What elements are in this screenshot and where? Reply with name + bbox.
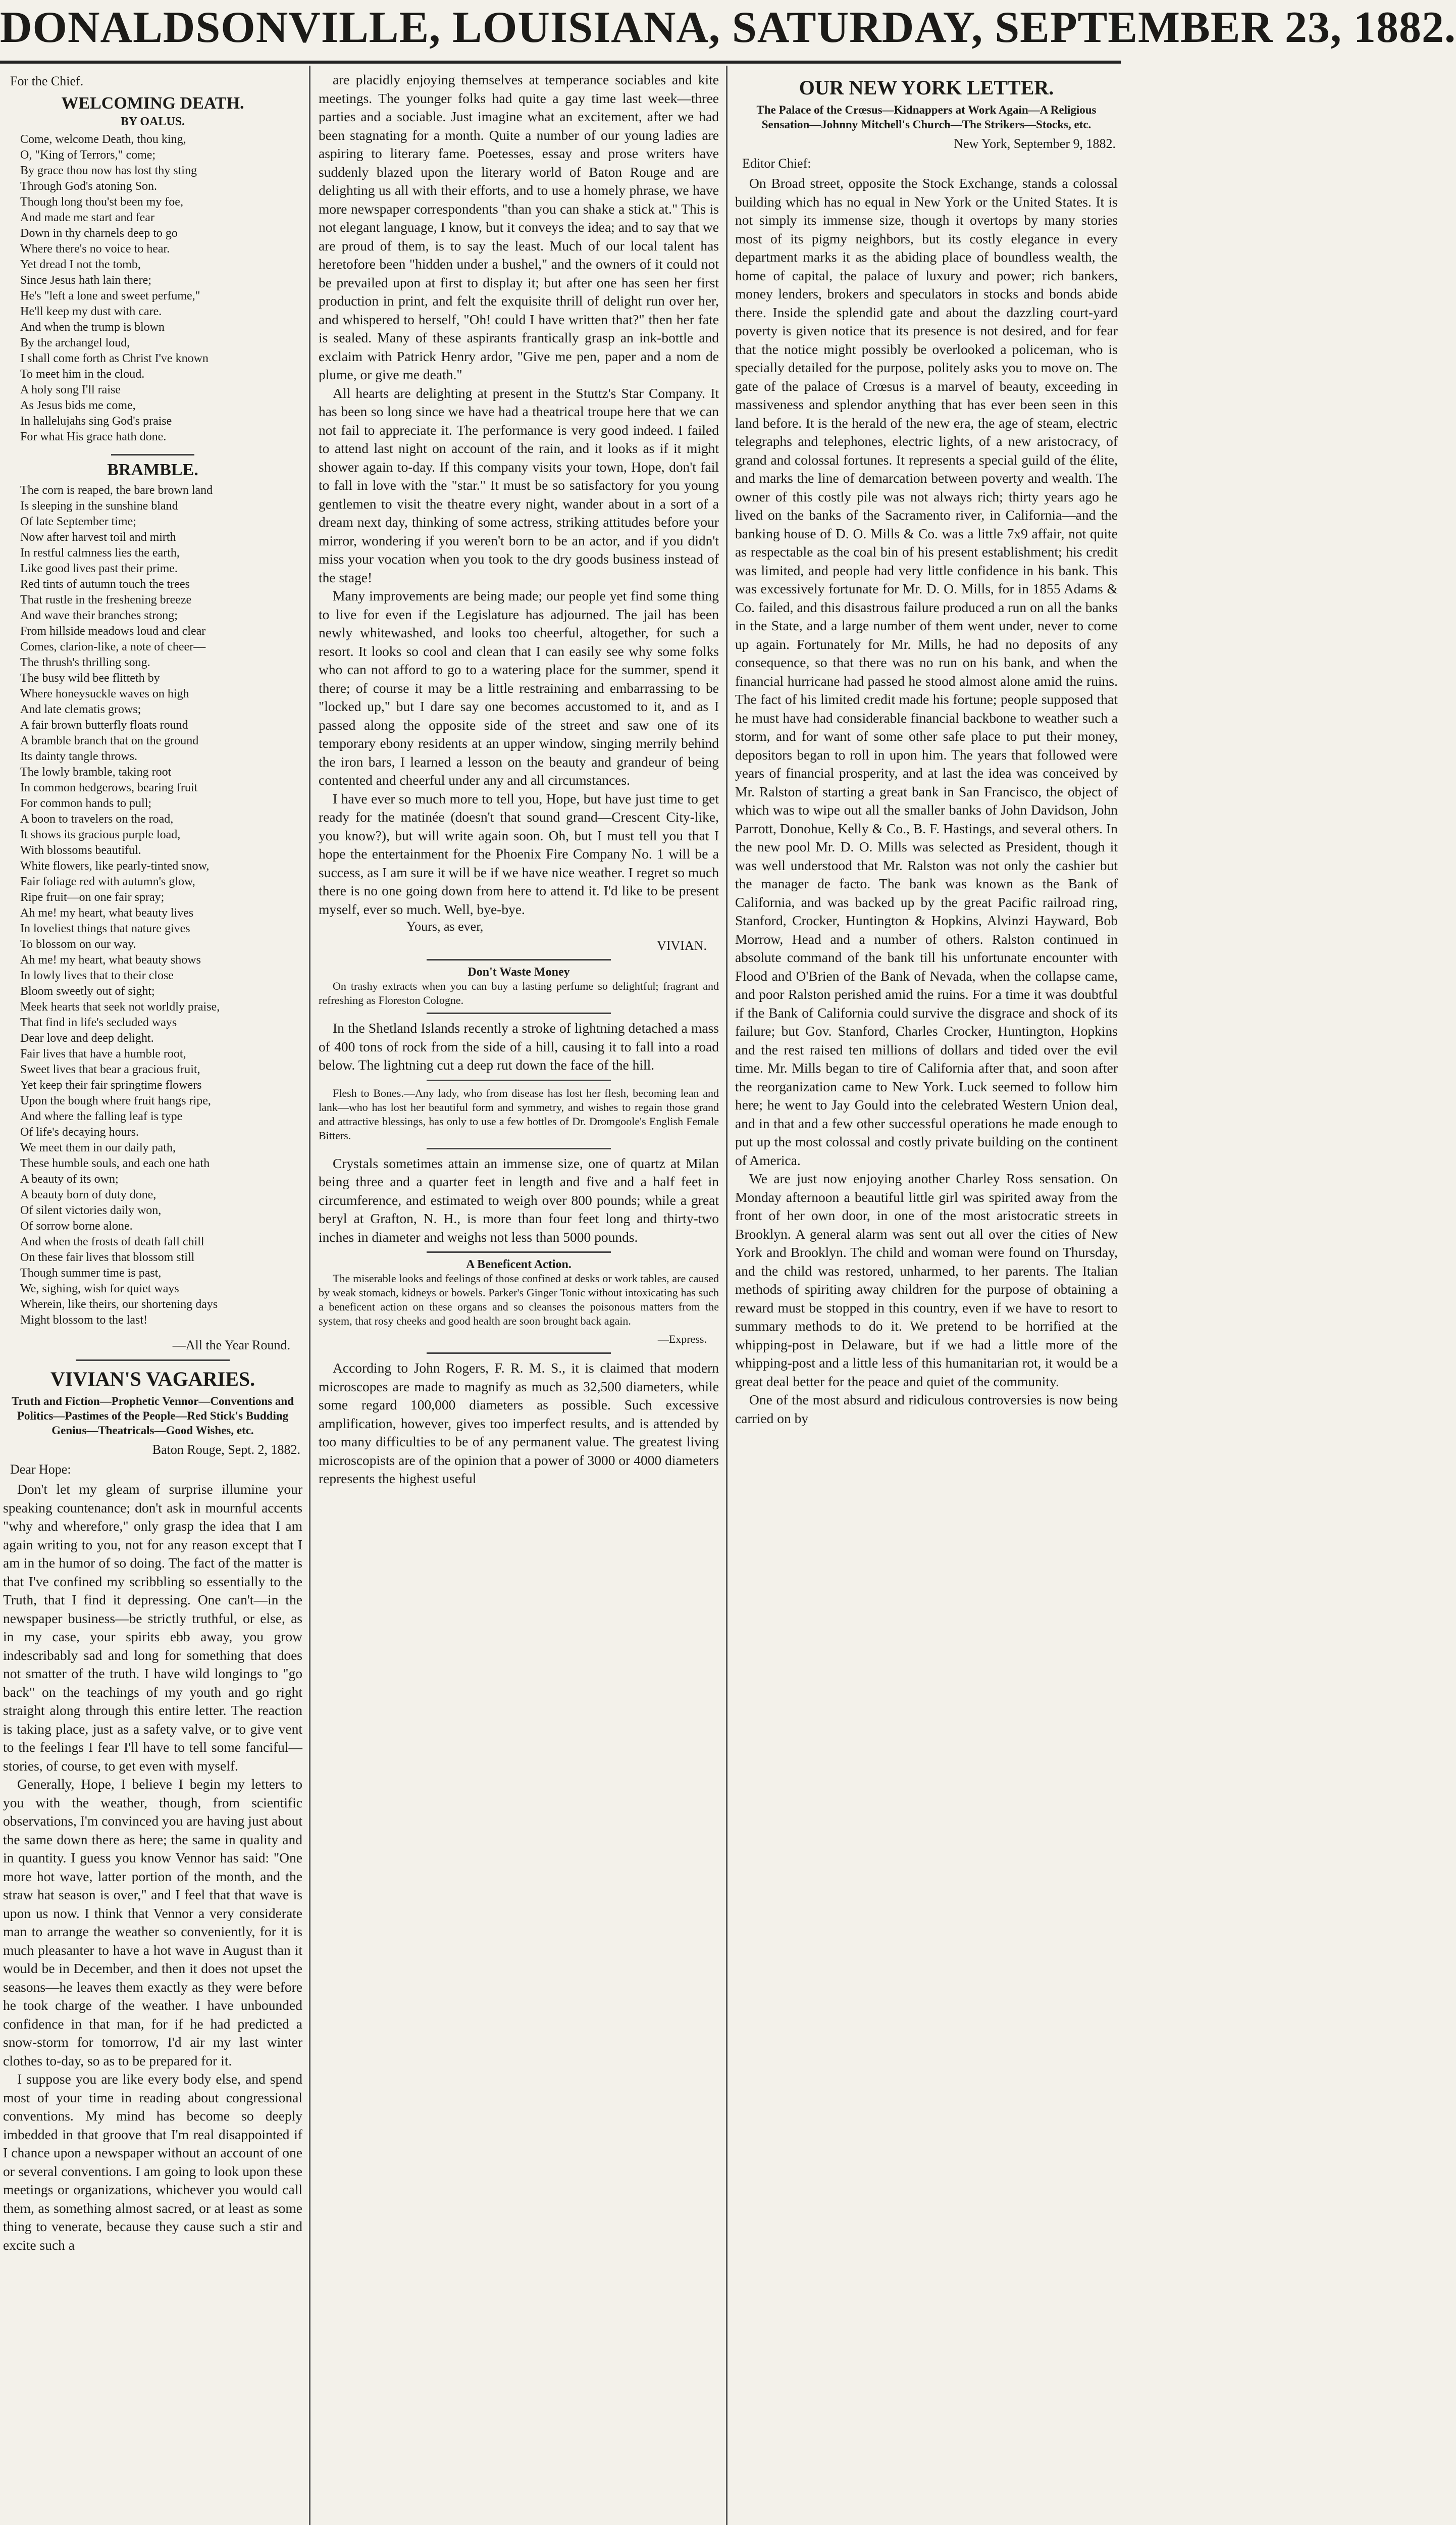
- poem-line: As Jesus bids me come,: [20, 399, 136, 412]
- column-2: [316, 71, 722, 2525]
- news-item: In the Shetland Islands recently a stroke of lightning detached a mass of 400 tons of rock from the side of a hill, causing it to fall into a road below. The lightning cut a deep rut down the face of the hill.: [319, 1020, 719, 1073]
- divider: [427, 1013, 611, 1014]
- poem-line: In restful calmness lies the earth,: [20, 546, 180, 560]
- poem-line: And wave their branches strong;: [20, 609, 178, 622]
- poem-line: Like good lives past their prime.: [20, 562, 178, 575]
- ad-text: Flesh to Bones.—Any lady, who from disease has lost her flesh, becoming lean and lank—who has lost her beautiful form and symmetry, and wishes to regain those grand and attractive blessings, has only to use a few bottles of Dr. Dromgoole's English Female Bitters.: [319, 1086, 719, 1142]
- poem-line: Its dainty tangle throws.: [20, 750, 137, 763]
- poem-line: These humble souls, and each one hath: [20, 1157, 210, 1170]
- poem-line: Down in thy charnels deep to go: [20, 227, 178, 240]
- poem-line: Wherein, like theirs, our shortening days: [20, 1298, 218, 1311]
- poem-line: And when the frosts of death fall chill: [20, 1235, 204, 1248]
- poem-line: A beauty of its own;: [20, 1173, 119, 1186]
- poem-line: O, "King of Terrors," come;: [20, 148, 156, 162]
- article-title: VIVIAN'S VAGARIES.: [50, 1368, 255, 1390]
- poem-source: —All the Year Round.: [172, 1338, 290, 1352]
- column-rule: [309, 66, 310, 2525]
- poem-line: A fair brown butterfly floats round: [20, 719, 188, 732]
- poem-line: The thrush's thrilling song.: [20, 656, 150, 669]
- poem-title: WELCOMING DEATH.: [61, 94, 244, 113]
- column-rule: [726, 66, 727, 2525]
- poem-line: And when the trump is blown: [20, 321, 165, 334]
- poem-line: Red tints of autumn touch the trees: [20, 578, 190, 591]
- poem-line: Yet dread I not the tomb,: [20, 258, 141, 271]
- poem-line: The corn is reaped, the bare brown land: [20, 484, 213, 497]
- poem-line: Comes, clarion-like, a note of cheer—: [20, 640, 206, 653]
- poem-line: Ah me! my heart, what beauty shows: [20, 953, 201, 967]
- poem-line: And made me start and fear: [20, 211, 154, 224]
- poem-title: BRAMBLE.: [107, 461, 198, 479]
- poem-line: To meet him in the cloud.: [20, 368, 145, 381]
- poem-line: Might blossom to the last!: [20, 1314, 147, 1327]
- poem-line: White flowers, like pearly-tinted snow,: [20, 860, 210, 873]
- ad-title: Don't Waste Money: [467, 966, 570, 979]
- ad-text: On trashy extracts when you can buy a lasting perfume so delightful; fragrant and refreshing as Floreston Cologne.: [319, 980, 719, 1006]
- article-title: OUR NEW YORK LETTER.: [799, 76, 1054, 99]
- poem-line: Now after harvest toil and mirth: [20, 531, 176, 544]
- poem-line: From hillside meadows loud and clear: [20, 625, 206, 638]
- poem-line: Upon the bough where fruit hangs ripe,: [20, 1094, 211, 1107]
- poem-line: We meet them in our daily path,: [20, 1141, 176, 1154]
- article-paragraph: All hearts are delighting at present in the Stuttz's Star Company. It has been so long since we have had a theatrical troupe here that we can not fail to appreciate it. The performance is very good indeed. I failed to attend last night on account of the rain, and it looks as if it might shower again to-day. If this company visits your town, Hope, don't fail to fall in love with the "star." It must be so satisfactory for you young gentlemen to visit the theatre every night, wander about in a sort of a dream next day, thinking of some actress, striking attitudes before your mirror, wondering if you weren't born to be an actor, and if you didn't miss your vocation when you took to the dry goods business instead of the stage!: [319, 385, 719, 585]
- ad-title: A Beneficent Action.: [466, 1258, 571, 1271]
- poem-line: In lowly lives that to their close: [20, 969, 174, 982]
- poem-line: Fair lives that have a humble root,: [20, 1047, 186, 1060]
- article-paragraph: are placidly enjoying themselves at temperance sociables and kite meetings. The younger folks had quite a gay time last week—three parties and a sociable. Just imagine what an excitement, after we had been stagnating for a month. Quite a number of our young ladies are aspiring to literary fame. Poetesses, essay and prose writers have suddenly blazed upon the literary world of Baton Rouge and are delighting us all with their efforts, and to use a homely phrase, we have more newspaper correspondents "than you can shake a stick at." This is not elegant language, I know, but it conveys the idea; and to say that we are proud of them, is to say the least. Much of our local talent has heretofore been "hidden under a bushel," and the owners of it could not be prevailed upon at first to display it; but after one has seen her first production in print, and felt the exquisite thrill of delight run over her, and whispered to herself, "Oh! could I have written that?" then her fate is sealed. Many of these aspirants frantically grasp an ink-bottle and exclaim with Patrick Henry ardor, "Give me pen, paper and a nom de plume, or give me death.": [319, 72, 719, 382]
- poem-verse: [20, 483, 305, 1328]
- poem-line: For what His grace hath done.: [20, 430, 167, 443]
- poem-line: We, sighing, wish for quiet ways: [20, 1282, 179, 1295]
- article-paragraph: One of the most absurd and ridiculous controversies is now being carried on by: [735, 1392, 1118, 1426]
- poem-line: By grace thou now has lost thy sting: [20, 164, 197, 177]
- news-item: Crystals sometimes attain an immense size, one of quartz at Milan being three and a quarter feet in length and five and a half feet in circumference, and estimated to weigh over 800 pounds; while a great beryl at Grafton, N. H., is more than four feet long and thirty-two inches in diameter and weighs not less than 5000 pounds.: [319, 1155, 719, 1245]
- ad-source: —Express.: [657, 1333, 707, 1345]
- divider: [427, 1352, 611, 1354]
- ad-text: The miserable looks and feelings of those confined at desks or work tables, are caused by weak stomach, kidneys or bowels. Parker's Ginger Tonic without intoxicating has such a beneficent action on these organs and so cleanses the poisonous matters from the system, that rosy cheeks and good health are soon brought back again.: [319, 1272, 719, 1327]
- article-paragraph: Don't let my gleam of surprise illumine your speaking countenance; don't ask in mournful accents "why and wherefore," only grasp the idea that I am again writing to you, not for any reason except that I am in the humor of so doing. The fact of the matter is that I've confined my scribbling so essentially to the Truth, that I find it depressing. One can't—in the newspaper business—be strictly truthful, or else, as in my case, your spirits ebb away, you grow indescribably sad and long for something that does not smatter of the truth. I have wild longings to "go back" on the teachings of my youth and go right straight along through this entire letter. The reaction is taking place, just as a safety valve, or to give vent to the feelings I fear I'll have to tell some fanciful—stories, of course, to get even with myself.: [3, 1481, 302, 1774]
- poem-line: And late clematis grows;: [20, 703, 141, 716]
- poem-byline: BY OALUS.: [120, 115, 185, 128]
- divider: [427, 959, 611, 961]
- masthead: DONALDSONVILLE, LOUISIANA, SATURDAY, SEPTEMBER 23, 1882.: [0, 0, 1121, 64]
- article-paragraph: On Broad street, opposite the Stock Exchange, stands a colossal building which has no equal in New York or the United States. It is not simply its immense size, though it overtops by many stories most of its pigmy neighbors, but its costly elegance in every department marks it as the abiding place of boundless wealth, the home of capital, the palace of luxury and power; rich bankers, money lenders, brokers and speculators in stocks and bonds abide there. Inside the splendid gate and about the dazzling court-yard poverty is given notice that its presence is not desired, and for fear that the notice might possibly be overlooked a policeman, who is specially detailed for the purpose, politely asks you to move on. The gate of the palace of Crœsus is a marvel of beauty, exceeding in massiveness and splendor anything that has ever been seen in this land before. It is the herald of the new era, the age of steam, electric telegraphs and telephones, electric lights, of a new aristocracy, of grand and colossal fortunes. It represents a special guild of the élite, and marks the line of demarcation between poverty and wealth. The owner of this costly pile was not always rich; thirty years ago he lived on the banks of the Sacramento river, in California—and the banking house of D. O. Mills & Co. was a little 7x9 affair, not quite as respectable as the coal bin of his present establishment; his credit was limited, and people had very little confidence in his bank. This was excessively fortunate for Mr. D. O. Mills, for in 1855 Adams & Co. failed, and this disastrous failure produced a run on all the banks in the State, and a large number of them went under, never to come up again. Fortunately for Mr. Mills, he had no deposits of any consequence, so that there was no run on his bank, and when the financial hurricane had passed he stood almost alone amid the ruins. The fact of his limited credit made his fortune; people supposed that he must have had considerable financial backbone to weather such a storm, and for want of some other safe place to put their money, depositors began to roll in upon him. The years that followed were years of financial prosperity, and at last the idea was conceived by Mr. Ralston of starting a great bank in San Francisco, the object of which was to wipe out all the smaller banks of John Davidson, John Parrott, Donohue, Kelly & Co., B. F. Hastings, and several others. In the new pool Mr. D. O. Mills was selected as President, though it was well understood that Mr. Ralston was not only the cashier but the manager de facto. The bank was known as the Bank of California, and was backed up by the great Pacific railroad ring, Stanford, Crocker, Huntington & Hopkins, Alvinzi Hayward, Bob Morrow, Head and a number of others. Ralston continued in absolute command of the bank till his unfortunate encounter with Flood and O'Brien of the Bank of Nevada, when the collapse came, and poor Ralston perished amid the ruins. For a time it was doubtful if the Bank of California could survive the disgrace and shock of its failure; but Gov. Stanford, Charles Crocker, Huntington, Hopkins and the rest raised ten millions of dollars and tided over the evil time. Mr. Mills began to tire of California after that, and soon after the reorganization came to New York. Luck seemed to follow him here; he went to Jay Gould into the celebrated Western Union deal, and in that and a few other successful operations he made enough to put up the most colossal and costly private building on the continent of America.: [735, 175, 1118, 1168]
- divider: [76, 1359, 230, 1361]
- column-1: [0, 71, 305, 2525]
- poem-line: Ah me! my heart, what beauty lives: [20, 906, 194, 920]
- poem-line: Fair foliage red with autumn's glow,: [20, 875, 195, 888]
- article-paragraph: Generally, Hope, I believe I begin my letters to you with the weather, though, from scientific observations, I'm convinced you are having just about the same down there as here; the same in quality and in quantity. I guess you know Vennor has said: "One more hot wave, latter portion of the month, and the straw hat season is over," and I feel that that wave is upon us now. I think that Vennor a very considerate man to arrange the weather so conveniently, for it is much pleasanter to have a hot wave in August than it would be in December, and then it does not upset the seasons—he leaves them exactly as they were before he took charge of the weather. I have unbounded confidence in that man, for if he had predicted a snow-storm for tomorrow, I'd air my last winter clothes to-day, so as to be prepared for it.: [3, 1776, 303, 2068]
- closing: Yours, as ever,: [406, 919, 484, 934]
- poem-line: Of silent victories daily won,: [20, 1204, 162, 1217]
- poem-line: In hallelujahs sing God's praise: [20, 415, 172, 428]
- poem-line: And where the falling leaf is type: [20, 1110, 183, 1123]
- poem-line: Where there's no voice to hear.: [20, 242, 170, 256]
- poem-line: A beauty born of duty done,: [20, 1188, 157, 1201]
- divider: [427, 1251, 611, 1253]
- article-paragraph: I have ever so much more to tell you, Hope, but have just time to get ready for the matinée (doesn't that sound grand—Crescent City-like, you know?), but will write again soon. Oh, but I must tell you that I hope the entertainment for the Phoenix Fire Company No. 1 will be a success, as I am sure it will be if we have nice weather. I regret so much there is no one going down from here to attend it. I'd like to be present myself, ever so much. Well, bye-bye.: [319, 790, 719, 917]
- poem-line: Though summer time is past,: [20, 1267, 162, 1280]
- poem-line: In loveliest things that nature gives: [20, 922, 190, 935]
- poem-line: Where honeysuckle waves on high: [20, 687, 189, 700]
- poem-line: With blossoms beautiful.: [20, 844, 141, 857]
- poem-line: Ripe fruit—on one fair spray;: [20, 891, 165, 904]
- signature: VIVIAN.: [657, 938, 707, 953]
- poem-line: Come, welcome Death, thou king,: [20, 133, 186, 146]
- poem-line: That rustle in the freshening breeze: [20, 593, 192, 607]
- divider: [111, 454, 194, 456]
- salutation: Editor Chief:: [742, 156, 811, 171]
- poem-line: Sweet lives that bear a gracious fruit,: [20, 1063, 200, 1076]
- poem-verse: [20, 132, 305, 445]
- poem-line: He'll keep my dust with care.: [20, 305, 162, 318]
- article-dateline: Baton Rouge, Sept. 2, 1882.: [152, 1442, 300, 1457]
- poem-line: Dear love and deep delight.: [20, 1032, 154, 1045]
- column-3: [732, 71, 1121, 2525]
- article-dateline: New York, September 9, 1882.: [954, 136, 1116, 151]
- poem-line: The lowly bramble, taking root: [20, 766, 172, 779]
- poem-line: Yet keep their fair springtime flowers: [20, 1079, 202, 1092]
- poem-line: I shall come forth as Christ I've known: [20, 352, 209, 365]
- poem-line: To blossom on our way.: [20, 938, 136, 951]
- poem-line: By the archangel loud,: [20, 336, 130, 349]
- poem-line: He's "left a lone and sweet perfume,": [20, 289, 200, 302]
- article-paragraph: Many improvements are being made; our people yet find some thing to live for even if the Legislature has adjourned. The jail has been newly whitewashed, and looks too cheerful, altogether, for such a resort. It looks so cool and clean that I can easily see why some folks who can not afford to go to a watering place for the summer, spend it there; of course it may be a little restraining and embarrassing to be "locked up," but I dare say one becomes accustomed to it, and as I passed along the opposite side of the street and saw one of its temporary ebony residents at an upper window, singing merrily behind the iron bars, I learned a lesson on the beauty and grandeur of being contented and cheerful under any and all circumstances.: [319, 588, 719, 788]
- article-paragraph: I suppose you are like every body else, and spend most of your time in reading about congressional conventions. My mind has become so deeply imbedded in that groove that I'm real disappointed if I chance upon a newspaper without an account of one or several conventions. I am going to look upon these meetings or organizations, whichever you would call them, as something almost sacred, or at least as some thing to venerate, because they cause such a stir and excite such a: [3, 2071, 302, 2253]
- poem-line: In common hedgerows, bearing fruit: [20, 781, 198, 794]
- news-item: According to John Rogers, F. R. M. S., it is claimed that modern microscopes are made to magnify as much as 32,500 diameters, while some regard 100,000 diameters as possible. Such excessive amplification, however, gives too imperfect results, and is attended by too many difficulties to be of any permanent value. The greatest living microscopists are of the opinion that a power of 3000 or 4000 diameters represents the highest useful: [319, 1360, 719, 1486]
- article-paragraph: We are just now enjoying another Charley Ross sensation. On Monday afternoon a beautiful little girl was spirited away from the front of her own door, in one of the most aristocratic streets in Brooklyn. A general alarm was sent out all over the cities of New York and Brooklyn. The child and woman were found on Thursday, and the child was restored, unharmed, to her parents. The Italian methods of spiriting away children for the purpose of obtaining a reward must be stopped in this country, even if we have to resort to summary methods to do it. We pretend to be horrified at the whipping-post in Delaware, but if we had a little more of the whipping-post and a little less of this humanitarian rot, it would be a great deal better for the peace and quiet of the community.: [735, 1171, 1118, 1389]
- poem-line: On these fair lives that blossom still: [20, 1251, 195, 1264]
- to-chief-label: For the Chief.: [10, 74, 84, 88]
- divider: [427, 1080, 611, 1081]
- poem-line: Meek hearts that seek not worldly praise,: [20, 1000, 220, 1014]
- poem-line: Of life's decaying hours.: [20, 1126, 139, 1139]
- poem-line: Though long thou'st been my foe,: [20, 195, 183, 209]
- poem-line: It shows its gracious purple load,: [20, 828, 181, 841]
- poem-line: A bramble branch that on the ground: [20, 734, 199, 747]
- article-subtitle: The Palace of the Crœsus—Kidnappers at Work Again—A Religious Sensation—Johnny Mitchell's Church—The Strikers—Stocks, etc.: [756, 104, 1097, 131]
- salutation: Dear Hope:: [10, 1462, 71, 1477]
- poem-line: Since Jesus hath lain there;: [20, 274, 151, 287]
- article-subtitle: Truth and Fiction—Prophetic Vennor—Conventions and Politics—Pastimes of the People—Red Stick's Budding Genius—Theatricals—Good Wishes, etc.: [12, 1395, 294, 1437]
- poem-line: Through God's atoning Son.: [20, 180, 157, 193]
- poem-line: Is sleeping in the sunshine bland: [20, 499, 178, 513]
- poem-line: For common hands to pull;: [20, 797, 151, 810]
- divider: [427, 1148, 611, 1149]
- poem-line: Of sorrow borne alone.: [20, 1220, 133, 1233]
- poem-line: Bloom sweetly out of sight;: [20, 985, 155, 998]
- poem-line: That find in life's secluded ways: [20, 1016, 177, 1029]
- poem-line: A boon to travelers on the road,: [20, 813, 174, 826]
- poem-line: A holy song I'll raise: [20, 383, 121, 396]
- poem-line: Of late September time;: [20, 515, 136, 528]
- poem-line: The busy wild bee flitteth by: [20, 672, 160, 685]
